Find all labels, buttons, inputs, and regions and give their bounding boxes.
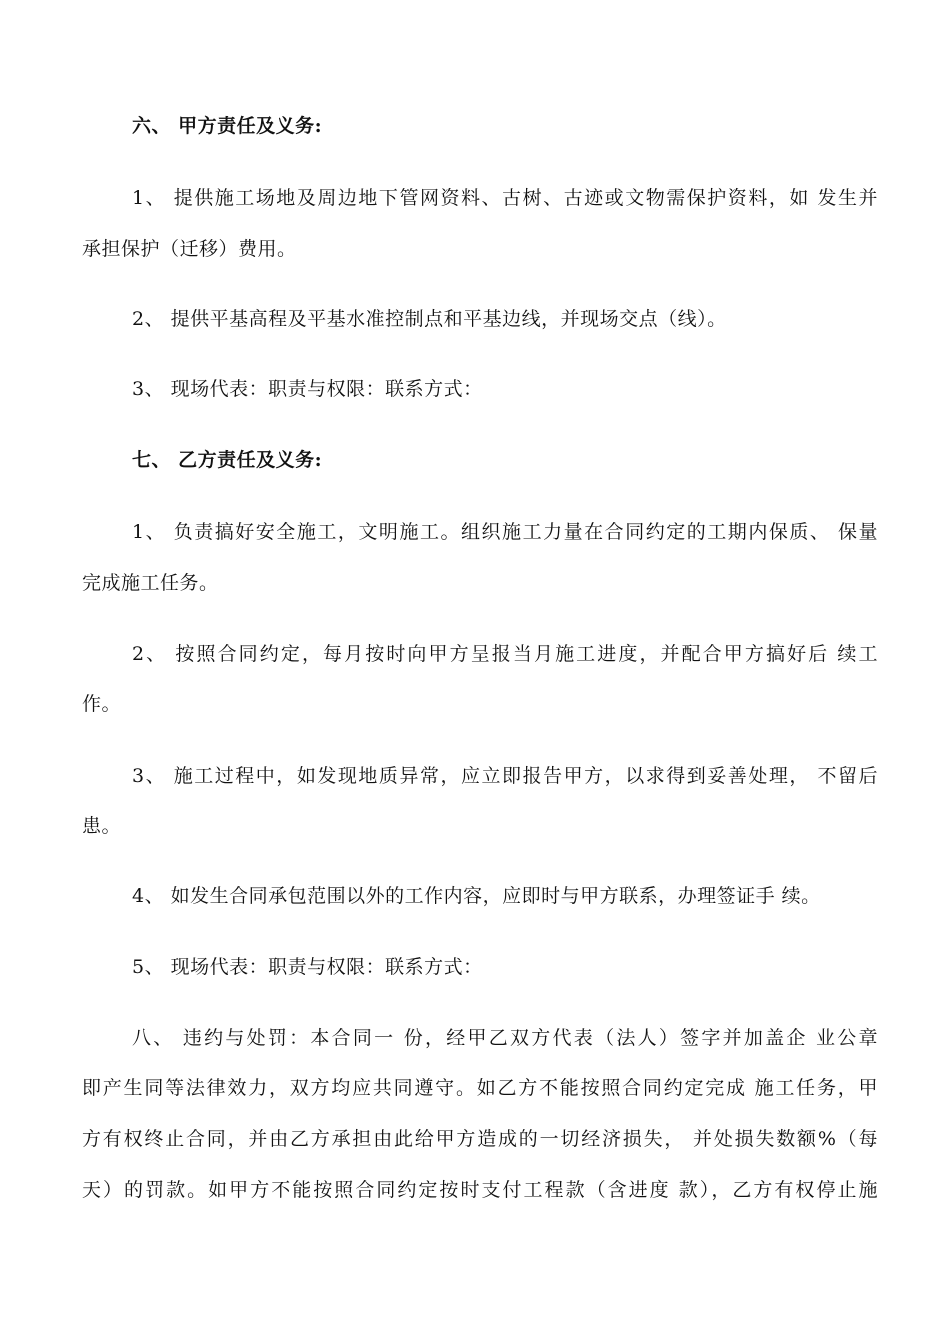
section-7-item-3-line-2: 患。 [82, 815, 122, 837]
section-8-line-3: 方有权终止合同，并由乙方承担由此给甲方造成的一切经济损失， 并处损失数额%（每 [82, 1128, 878, 1150]
section-7-heading: 七、 乙方责任及义务: [132, 449, 323, 471]
section-6-item-1-line-1: 1、 提供施工场地及周边地下管网资料、古树、古迹或文物需保护资料，如 发生并 [132, 187, 878, 209]
section-6-item-2: 2、 提供平基高程及平基水准控制点和平基边线，并现场交点（线）。 [132, 308, 727, 330]
section-7-item-2-line-1: 2、 按照合同约定，每月按时向甲方呈报当月施工进度，并配合甲方搞好后 续工 [132, 643, 878, 665]
section-7-item-1-line-1: 1、 负责搞好安全施工，文明施工。组织施工力量在合同约定的工期内保质、 保量 [132, 521, 878, 543]
section-7-item-3-line-1: 3、 施工过程中，如发现地质异常，应立即报告甲方，以求得到妥善处理， 不留后 [132, 765, 878, 787]
section-6-item-1-line-2: 承担保护（迁移）费用。 [82, 238, 297, 260]
section-6-item-3: 3、 现场代表：职责与权限：联系方式： [132, 378, 483, 400]
section-6-heading: 六、 甲方责任及义务: [132, 115, 323, 137]
section-7-item-2-line-2: 作。 [82, 693, 122, 715]
section-7-item-4: 4、 如发生合同承包范围以外的工作内容，应即时与甲方联系，办理签证手 续。 [132, 885, 821, 907]
section-8-line-2: 即产生同等法律效力，双方均应共同遵守。如乙方不能按照合同约定完成 施工任务，甲 [82, 1077, 878, 1099]
section-7-item-5: 5、 现场代表：职责与权限：联系方式： [132, 956, 483, 978]
section-8-line-1: 八、 违约与处罚：本合同一 份，经甲乙双方代表（法人）签字并加盖企 业公章 [132, 1027, 878, 1049]
section-8-line-4: 天）的罚款。如甲方不能按照合同约定按时支付工程款（含进度 款），乙方有权停止施 [82, 1179, 878, 1201]
section-7-item-1-line-2: 完成施工任务。 [82, 572, 219, 594]
